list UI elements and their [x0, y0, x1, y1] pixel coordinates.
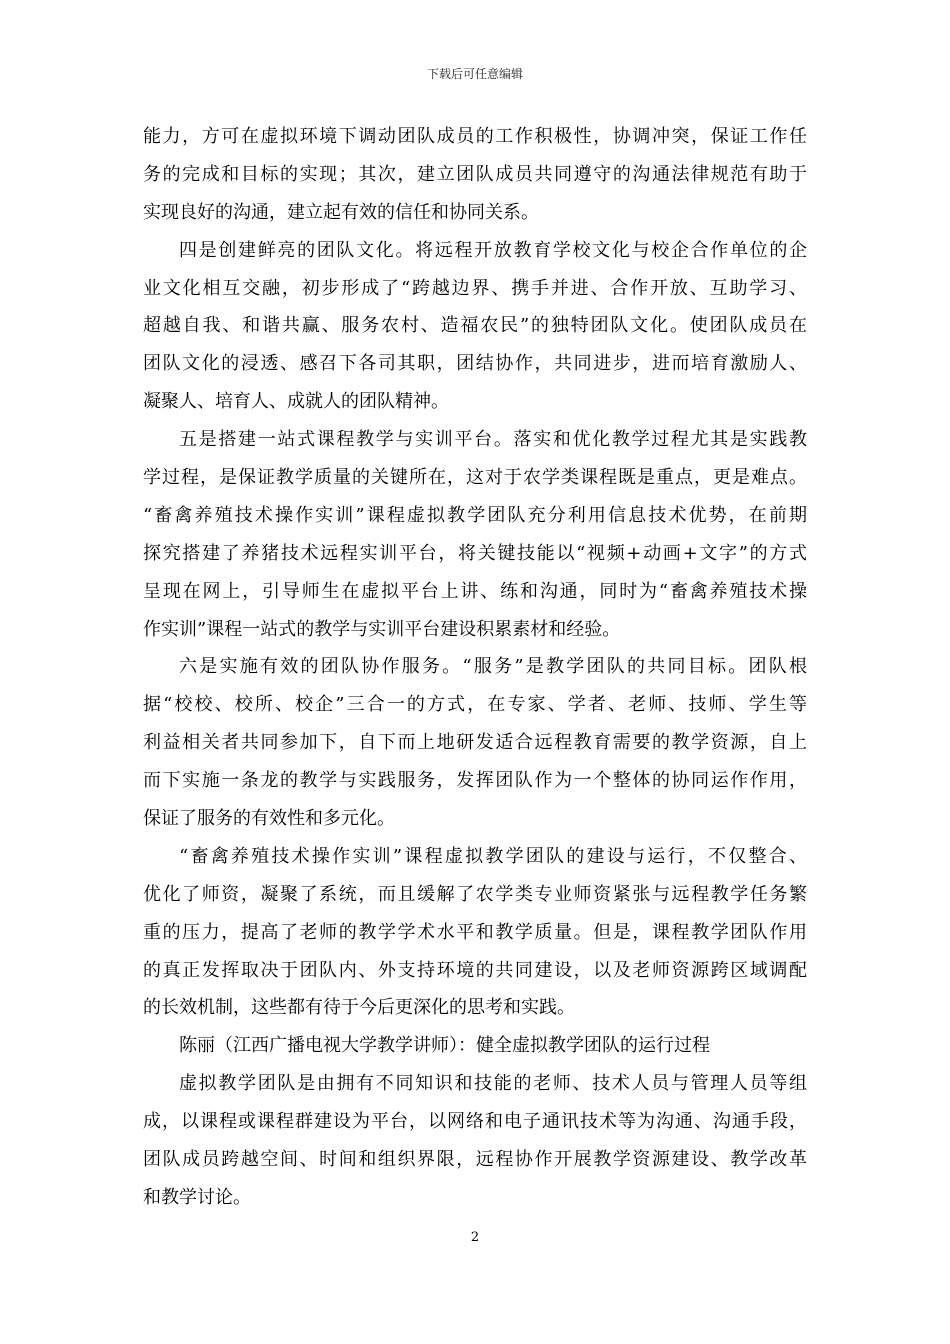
text-line: 陈丽（江西广播电视大学教学讲师）：健全虚拟教学团队的运行过程 [179, 1035, 710, 1057]
text-line: 实现良好的沟通，建立起有效的信任和协同关系。 [143, 201, 539, 223]
text-line: 探究搭建了养猪技术远程实训平台，将关键技能以“视频+动画+文字”的方式 [143, 542, 807, 564]
text-line: 和教学讨论。 [143, 1186, 251, 1208]
text-line: 而下实施一条龙的教学与实践服务，发挥团队作为一个整体的协同运作作用， [143, 770, 807, 792]
page-header: 下载后可任意编辑 [426, 67, 523, 81]
text-line: 的真正发挥取决于团队内、外支持环境的共同建设，以及老师资源跨区域调配 [143, 959, 807, 981]
text-line: 虚拟教学团队是由拥有不同知识和技能的老师、技术人员与管理人员等组 [179, 1073, 807, 1095]
text-line: 重的压力，提高了老师的教学学术水平和教学质量。但是，课程教学团队作用 [143, 921, 807, 943]
text-line: 凝聚人、培育人、成就人的团队精神。 [143, 391, 449, 413]
text-line: 能力，方可在虚拟环境下调动团队成员的工作积极性，协调冲突，保证工作任 [143, 126, 807, 147]
text-line: “畜禽养殖技术操作实训”课程虚拟教学团队的建设与运行，不仅整合、 [179, 845, 807, 867]
text-line: 利益相关者共同参加下，自下而上地研发适合远程教育需要的教学资源，自上 [143, 732, 807, 754]
text-line: 呈现在网上，引导师生在虚拟平台上讲、练和沟通，同时为“畜禽养殖技术操 [143, 580, 807, 602]
text-line: 务的完成和目标的实现；其次，建立团队成员共同遵守的沟通法律规范有助于 [143, 163, 807, 185]
text-line: 超越自我、和谐共赢、服务农村、造福农民”的独特团队文化。使团队成员在 [143, 315, 807, 337]
text-line: 团队成员跨越空间、时间和组织界限，远程协作开展教学资源建设、教学改革 [143, 1149, 807, 1171]
text-line: 保证了服务的有效性和多元化。 [143, 808, 395, 830]
text-line: 四是创建鲜亮的团队文化。将远程开放教育学校文化与校企合作单位的企 [179, 239, 807, 261]
text-line: 据“校校、校所、校企”三合一的方式，在专家、学者、老师、技师、学生等 [143, 694, 807, 716]
text-line: 五是搭建一站式课程教学与实训平台。落实和优化教学过程尤其是实践教 [179, 429, 807, 451]
text-line: 的长效机制，这些都有待于今后更深化的思考和实践。 [143, 997, 575, 1019]
text-line: 团队文化的浸透、感召下各司其职，团结协作，共同进步，进而培育激励人、 [143, 353, 807, 375]
text-line: “畜禽养殖技术操作实训”课程虚拟教学团队充分利用信息技术优势，在前期 [143, 504, 807, 526]
text-line: 学过程，是保证教学质量的关键所在，这对于农学类课程既是重点，更是难点。 [143, 467, 807, 489]
text-line: 作实训”课程一站式的教学与实训平台建设积累素材和经验。 [143, 618, 621, 640]
text-line: 六是实施有效的团队协作服务。“服务”是教学团队的共同目标。团队根 [179, 656, 807, 678]
text-line: 业文化相互交融，初步形成了“跨越边界、携手并进、合作开放、互助学习、 [143, 277, 807, 299]
document-body [143, 118, 807, 1217]
page-number: 2 [470, 1230, 480, 1245]
text-line: 成，以课程或课程群建设为平台，以网络和电子通讯技术等为沟通、沟通手段， [143, 1111, 807, 1133]
text-line: 优化了师资，凝聚了系统，而且缓解了农学类专业师资紧张与远程教学任务繁 [143, 883, 807, 905]
